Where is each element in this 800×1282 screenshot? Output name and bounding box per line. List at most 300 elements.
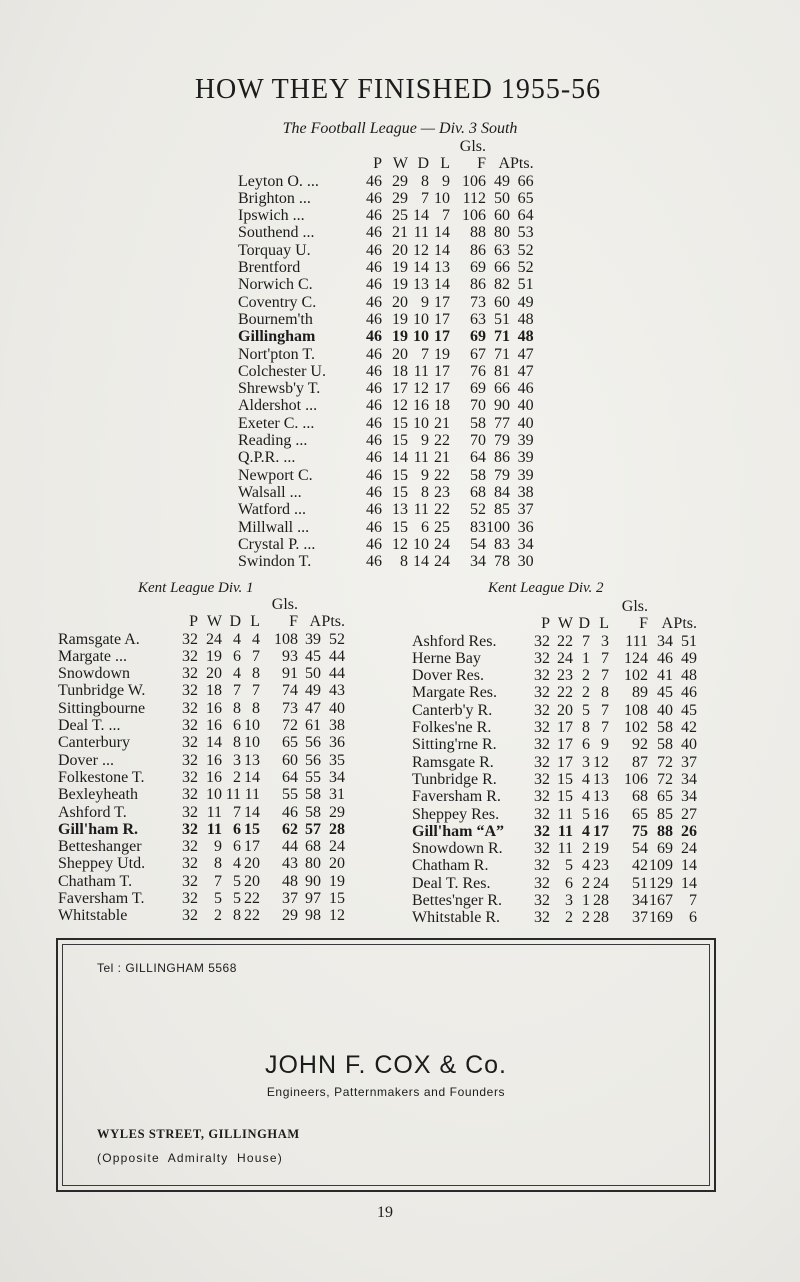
stat-cell: 9 <box>214 838 222 856</box>
stat-cell: 48 <box>282 872 298 890</box>
stat-cell: 34 <box>517 535 534 553</box>
table-row <box>412 650 697 667</box>
stat-cell: 3 <box>233 751 241 769</box>
stat-cell: 14 <box>413 207 429 225</box>
team-name: Exeter C. ... <box>238 414 315 432</box>
blank-cell <box>673 598 697 615</box>
team-name: Chatham T. <box>58 872 133 890</box>
stat-cell: 68 <box>470 483 486 501</box>
stat-cell: 22 <box>434 466 450 484</box>
stat-cell: 15 <box>244 820 260 838</box>
team-name: Brentford <box>238 259 301 277</box>
stat-cell: 11 <box>244 786 260 804</box>
stat-cell: 78 <box>494 553 510 571</box>
stat-cell: 11 <box>413 501 429 519</box>
stat-cell: 46 <box>681 684 697 702</box>
stat-cell: 72 <box>282 717 298 735</box>
stat-cell: 2 <box>582 909 590 927</box>
stat-cell: 88 <box>470 224 486 242</box>
stat-cell: 8 <box>421 172 429 190</box>
stat-cell: 46 <box>366 310 382 328</box>
team-name: Tunbridge W. <box>58 682 146 700</box>
stat-cell: 106 <box>462 172 486 190</box>
stat-cell: 60 <box>494 207 510 225</box>
team-name: Margate Res. <box>412 684 498 702</box>
blank-cell <box>321 596 345 613</box>
stat-cell: 32 <box>534 719 550 737</box>
stat-cell: 6 <box>233 717 241 735</box>
stat-cell: 32 <box>182 855 198 873</box>
stat-cell: 14 <box>413 259 429 277</box>
stat-cell: 32 <box>534 874 550 892</box>
column-header-w: W <box>392 155 408 173</box>
table-row <box>238 224 534 241</box>
stat-cell: 22 <box>244 907 260 925</box>
column-header-p: P <box>189 613 198 631</box>
stat-cell: 6 <box>582 736 590 754</box>
stat-cell: 2 <box>582 684 590 702</box>
stat-cell: 14 <box>434 241 450 259</box>
table-row <box>58 648 345 665</box>
stat-cell: 14 <box>434 224 450 242</box>
column-header-f: F <box>289 613 298 631</box>
stat-cell: 4 <box>233 665 241 683</box>
stat-cell: 70 <box>470 432 486 450</box>
stat-cell: 40 <box>517 397 534 415</box>
stat-cell: 24 <box>434 553 450 571</box>
stat-cell: 20 <box>392 345 408 363</box>
team-name: Torquay U. <box>238 241 311 259</box>
stat-cell: 29 <box>282 907 298 925</box>
stat-cell: 22 <box>557 684 573 702</box>
stat-cell: 18 <box>434 397 450 415</box>
stat-cell: 32 <box>182 872 198 890</box>
stat-cell: 17 <box>593 822 609 840</box>
stat-cell: 8 <box>252 665 260 683</box>
blank-cell <box>550 598 573 615</box>
table-row <box>412 840 697 857</box>
stat-cell: 17 <box>557 753 573 771</box>
stat-cell: 40 <box>657 701 673 719</box>
stat-cell: 10 <box>244 734 260 752</box>
stat-cell: 9 <box>421 466 429 484</box>
table-row <box>238 501 534 518</box>
stat-cell: 83 <box>470 518 486 536</box>
team-name: Deal T. ... <box>58 717 121 735</box>
stat-cell: 7 <box>442 207 450 225</box>
stat-cell: 22 <box>434 501 450 519</box>
blank-cell <box>241 596 260 613</box>
stat-cell: 22 <box>434 432 450 450</box>
table-row <box>58 665 345 682</box>
stat-cell: 4 <box>582 788 590 806</box>
stat-cell: 90 <box>494 397 510 415</box>
stat-cell: 32 <box>182 665 198 683</box>
stat-cell: 67 <box>470 345 486 363</box>
stat-cell: 60 <box>282 751 298 769</box>
team-name: Tunbridge R. <box>412 770 497 788</box>
stat-cell: 7 <box>601 719 609 737</box>
stat-cell: 98 <box>305 907 321 925</box>
stat-cell: 36 <box>517 518 534 536</box>
stat-cell: 129 <box>649 874 673 892</box>
stat-cell: 12 <box>329 907 345 925</box>
stat-cell: 46 <box>366 345 382 363</box>
stat-cell: 8 <box>233 907 241 925</box>
blank-cell <box>356 138 382 155</box>
stat-cell: 46 <box>366 397 382 415</box>
stat-cell: 81 <box>494 362 510 380</box>
stat-cell: 5 <box>582 805 590 823</box>
goals-header-row <box>238 138 534 155</box>
stat-cell: 32 <box>182 890 198 908</box>
table-row <box>238 449 534 466</box>
stat-cell: 13 <box>593 788 609 806</box>
table-row <box>58 907 345 924</box>
football-league-title: The Football League — Div. 3 South <box>282 120 518 137</box>
stat-cell: 7 <box>214 872 222 890</box>
stat-cell: 32 <box>182 838 198 856</box>
team-name: Bournem'th <box>238 310 313 328</box>
stat-cell: 64 <box>282 768 298 786</box>
stat-cell: 15 <box>329 890 345 908</box>
team-name: Colchester U. <box>238 362 326 380</box>
stat-cell: 65 <box>282 734 298 752</box>
stat-cell: 5 <box>582 701 590 719</box>
stat-cell: 32 <box>534 667 550 685</box>
team-name: Herne Bay <box>412 649 481 667</box>
stat-cell: 11 <box>557 840 573 858</box>
stat-cell: 37 <box>632 909 648 927</box>
blank-cell <box>58 596 175 613</box>
team-name: Gill'ham “A” <box>412 822 505 840</box>
stat-cell: 69 <box>470 328 486 346</box>
stat-cell: 65 <box>632 805 648 823</box>
stat-cell: 11 <box>413 362 429 380</box>
stat-cell: 68 <box>632 788 648 806</box>
stat-cell: 17 <box>392 380 408 398</box>
stat-cell: 46 <box>366 501 382 519</box>
stat-cell: 41 <box>657 667 673 685</box>
column-header-l: L <box>250 613 260 631</box>
stat-cell: 43 <box>282 855 298 873</box>
stat-cell: 14 <box>244 768 260 786</box>
table-row <box>58 682 345 699</box>
stat-cell: 15 <box>392 518 408 536</box>
table-row <box>238 553 534 570</box>
stat-cell: 108 <box>274 630 298 648</box>
stat-cell: 14 <box>681 857 697 875</box>
stat-cell: 46 <box>366 362 382 380</box>
stat-cell: 87 <box>632 753 648 771</box>
stat-cell: 80 <box>494 224 510 242</box>
stat-cell: 86 <box>470 276 486 294</box>
table-row <box>58 855 345 872</box>
column-header-d: D <box>417 155 429 173</box>
stat-cell: 35 <box>329 751 345 769</box>
stat-cell: 40 <box>329 699 345 717</box>
advert-landmark: (Opposite Admiralty House) <box>97 1151 283 1165</box>
team-name: Millwall ... <box>238 518 310 536</box>
stat-cell: 7 <box>601 649 609 667</box>
stat-cell: 32 <box>534 805 550 823</box>
stat-cell: 51 <box>632 874 648 892</box>
stat-cell: 76 <box>470 362 486 380</box>
stat-cell: 3 <box>582 753 590 771</box>
stat-cell: 29 <box>392 172 408 190</box>
stat-cell: 32 <box>182 907 198 925</box>
team-name: Nort'pton T. <box>238 345 315 363</box>
stat-cell: 39 <box>517 466 534 484</box>
stat-cell: 24 <box>557 649 573 667</box>
stat-cell: 54 <box>632 840 648 858</box>
goals-header: Gls. <box>271 596 298 613</box>
stat-cell: 79 <box>494 466 510 484</box>
team-name: Whitstable R. <box>412 909 500 927</box>
stat-cell: 7 <box>233 682 241 700</box>
stat-cell: 32 <box>182 734 198 752</box>
blank-cell <box>590 598 609 615</box>
stat-cell: 2 <box>233 768 241 786</box>
stat-cell: 71 <box>494 345 510 363</box>
advert-company-name: JOHN F. COX & Co. <box>264 1051 508 1079</box>
column-header-a: A <box>498 155 510 173</box>
stat-cell: 34 <box>681 770 697 788</box>
stat-cell: 53 <box>517 224 534 242</box>
stat-cell: 86 <box>470 241 486 259</box>
column-header-f: F <box>639 615 648 633</box>
stat-cell: 6 <box>421 518 429 536</box>
stat-cell: 65 <box>657 788 673 806</box>
stat-cell: 111 <box>625 632 648 650</box>
table-row <box>238 536 534 553</box>
table-row <box>238 294 534 311</box>
stat-cell: 19 <box>593 840 609 858</box>
team-name: Chatham R. <box>412 857 489 875</box>
table-row <box>412 667 697 684</box>
table-row <box>412 771 697 788</box>
stat-cell: 17 <box>434 328 450 346</box>
stat-cell: 20 <box>244 855 260 873</box>
stat-cell: 32 <box>534 753 550 771</box>
stat-cell: 50 <box>305 665 321 683</box>
stat-cell: 56 <box>305 751 321 769</box>
stat-cell: 16 <box>593 805 609 823</box>
stat-cell: 16 <box>206 699 222 717</box>
team-name: Leyton O. ... <box>238 172 319 190</box>
stat-cell: 2 <box>582 667 590 685</box>
stat-cell: 9 <box>421 432 429 450</box>
stat-cell: 93 <box>282 647 298 665</box>
table-row <box>238 415 534 432</box>
team-name: Swindon T. <box>238 553 312 571</box>
stat-cell: 19 <box>392 310 408 328</box>
column-header-w: W <box>557 615 573 633</box>
stat-cell: 19 <box>206 647 222 665</box>
column-header-row <box>238 155 534 172</box>
stat-cell: 49 <box>305 682 321 700</box>
team-name: Ramsgate A. <box>58 630 140 648</box>
stat-cell: 6 <box>689 909 697 927</box>
stat-cell: 167 <box>649 892 673 910</box>
stat-cell: 32 <box>534 909 550 927</box>
stat-cell: 32 <box>534 684 550 702</box>
stat-cell: 13 <box>413 276 429 294</box>
stat-cell: 46 <box>366 518 382 536</box>
stat-cell: 10 <box>413 414 429 432</box>
blank-cell <box>238 138 356 155</box>
table-row <box>238 242 534 259</box>
table-row <box>412 857 697 874</box>
stat-cell: 4 <box>582 857 590 875</box>
stat-cell: 16 <box>413 397 429 415</box>
stat-cell: 32 <box>534 649 550 667</box>
table-row <box>412 875 697 892</box>
stat-cell: 17 <box>434 310 450 328</box>
stat-cell: 46 <box>657 649 673 667</box>
stat-cell: 11 <box>557 805 573 823</box>
stat-cell: 51 <box>517 276 534 294</box>
stat-cell: 11 <box>413 449 429 467</box>
stat-cell: 4 <box>233 855 241 873</box>
stat-cell: 2 <box>582 840 590 858</box>
stat-cell: 25 <box>434 518 450 536</box>
stat-cell: 46 <box>366 172 382 190</box>
stat-cell: 11 <box>225 786 241 804</box>
stat-cell: 52 <box>517 241 534 259</box>
stat-cell: 3 <box>565 892 573 910</box>
stat-cell: 12 <box>392 397 408 415</box>
column-header-pts: Pts. <box>510 155 534 173</box>
stat-cell: 32 <box>534 822 550 840</box>
stat-cell: 9 <box>442 172 450 190</box>
stat-cell: 106 <box>624 770 648 788</box>
table-row <box>412 806 697 823</box>
stat-cell: 46 <box>366 414 382 432</box>
stat-cell: 64 <box>470 449 486 467</box>
team-name: Dover ... <box>58 751 114 769</box>
stat-cell: 58 <box>305 786 321 804</box>
stat-cell: 71 <box>494 328 510 346</box>
stat-cell: 109 <box>649 857 673 875</box>
stat-cell: 23 <box>593 857 609 875</box>
stat-cell: 30 <box>517 553 534 571</box>
blank-cell <box>238 155 356 172</box>
stat-cell: 65 <box>517 189 534 207</box>
stat-cell: 23 <box>557 667 573 685</box>
stat-cell: 12 <box>392 535 408 553</box>
stat-cell: 32 <box>534 857 550 875</box>
stat-cell: 46 <box>517 380 534 398</box>
column-header-d: D <box>229 613 241 631</box>
goals-header: Gls. <box>621 598 648 615</box>
stat-cell: 72 <box>657 753 673 771</box>
team-name: Ipswich ... <box>238 207 305 225</box>
stat-cell: 12 <box>413 241 429 259</box>
stat-cell: 16 <box>206 751 222 769</box>
stat-cell: 34 <box>632 892 648 910</box>
stat-cell: 27 <box>681 805 697 823</box>
stat-cell: 25 <box>392 207 408 225</box>
advert-address: WYLES STREET, GILLINGHAM <box>97 1127 300 1141</box>
column-header-a: A <box>661 615 673 633</box>
stat-cell: 15 <box>557 770 573 788</box>
stat-cell: 10 <box>244 717 260 735</box>
stat-cell: 51 <box>681 632 697 650</box>
stat-cell: 26 <box>681 822 697 840</box>
stat-cell: 5 <box>214 890 222 908</box>
stat-cell: 89 <box>632 684 648 702</box>
stat-cell: 32 <box>534 632 550 650</box>
kent-div2-title: Kent League Div. 2 <box>488 580 604 596</box>
stat-cell: 16 <box>206 717 222 735</box>
stat-cell: 46 <box>366 328 382 346</box>
stat-cell: 7 <box>421 189 429 207</box>
stat-cell: 9 <box>421 293 429 311</box>
table-row <box>58 700 345 717</box>
table-row <box>238 311 534 328</box>
stat-cell: 37 <box>681 753 697 771</box>
stat-cell: 90 <box>305 872 321 890</box>
table-row <box>412 823 697 840</box>
table-row <box>238 519 534 536</box>
stat-cell: 19 <box>392 259 408 277</box>
stat-cell: 80 <box>305 855 321 873</box>
stat-cell: 112 <box>462 189 486 207</box>
stat-cell: 14 <box>206 734 222 752</box>
stat-cell: 46 <box>366 449 382 467</box>
stat-cell: 34 <box>470 553 486 571</box>
stat-cell: 63 <box>470 310 486 328</box>
stat-cell: 13 <box>392 501 408 519</box>
stat-cell: 34 <box>657 632 673 650</box>
stat-cell: 102 <box>624 667 648 685</box>
stat-cell: 37 <box>282 890 298 908</box>
stat-cell: 32 <box>534 770 550 788</box>
stat-cell: 2 <box>582 874 590 892</box>
column-header-pts: Pts. <box>673 615 697 633</box>
stat-cell: 46 <box>366 207 382 225</box>
stat-cell: 7 <box>601 701 609 719</box>
team-name: Betteshanger <box>58 838 142 856</box>
stat-cell: 32 <box>534 840 550 858</box>
stat-cell: 17 <box>434 380 450 398</box>
team-name: Sitting'rne R. <box>412 736 497 754</box>
stat-cell: 10 <box>206 786 222 804</box>
stat-cell: 22 <box>244 890 260 908</box>
stat-cell: 48 <box>517 310 534 328</box>
team-name: Folkestone T. <box>58 768 145 786</box>
kent-div2-table <box>412 598 697 927</box>
stat-cell: 8 <box>233 699 241 717</box>
stat-cell: 32 <box>182 820 198 838</box>
table-row <box>58 631 345 648</box>
stat-cell: 17 <box>434 293 450 311</box>
stat-cell: 32 <box>534 892 550 910</box>
stat-cell: 49 <box>494 172 510 190</box>
page-number: 19 <box>377 1204 393 1221</box>
stat-cell: 24 <box>593 874 609 892</box>
column-header-l: L <box>440 155 450 173</box>
stat-cell: 32 <box>534 736 550 754</box>
stat-cell: 24 <box>206 630 222 648</box>
stat-cell: 32 <box>182 786 198 804</box>
table-row <box>238 432 534 449</box>
stat-cell: 46 <box>366 241 382 259</box>
table-row <box>238 276 534 293</box>
table-row <box>58 786 345 803</box>
stat-cell: 106 <box>462 207 486 225</box>
